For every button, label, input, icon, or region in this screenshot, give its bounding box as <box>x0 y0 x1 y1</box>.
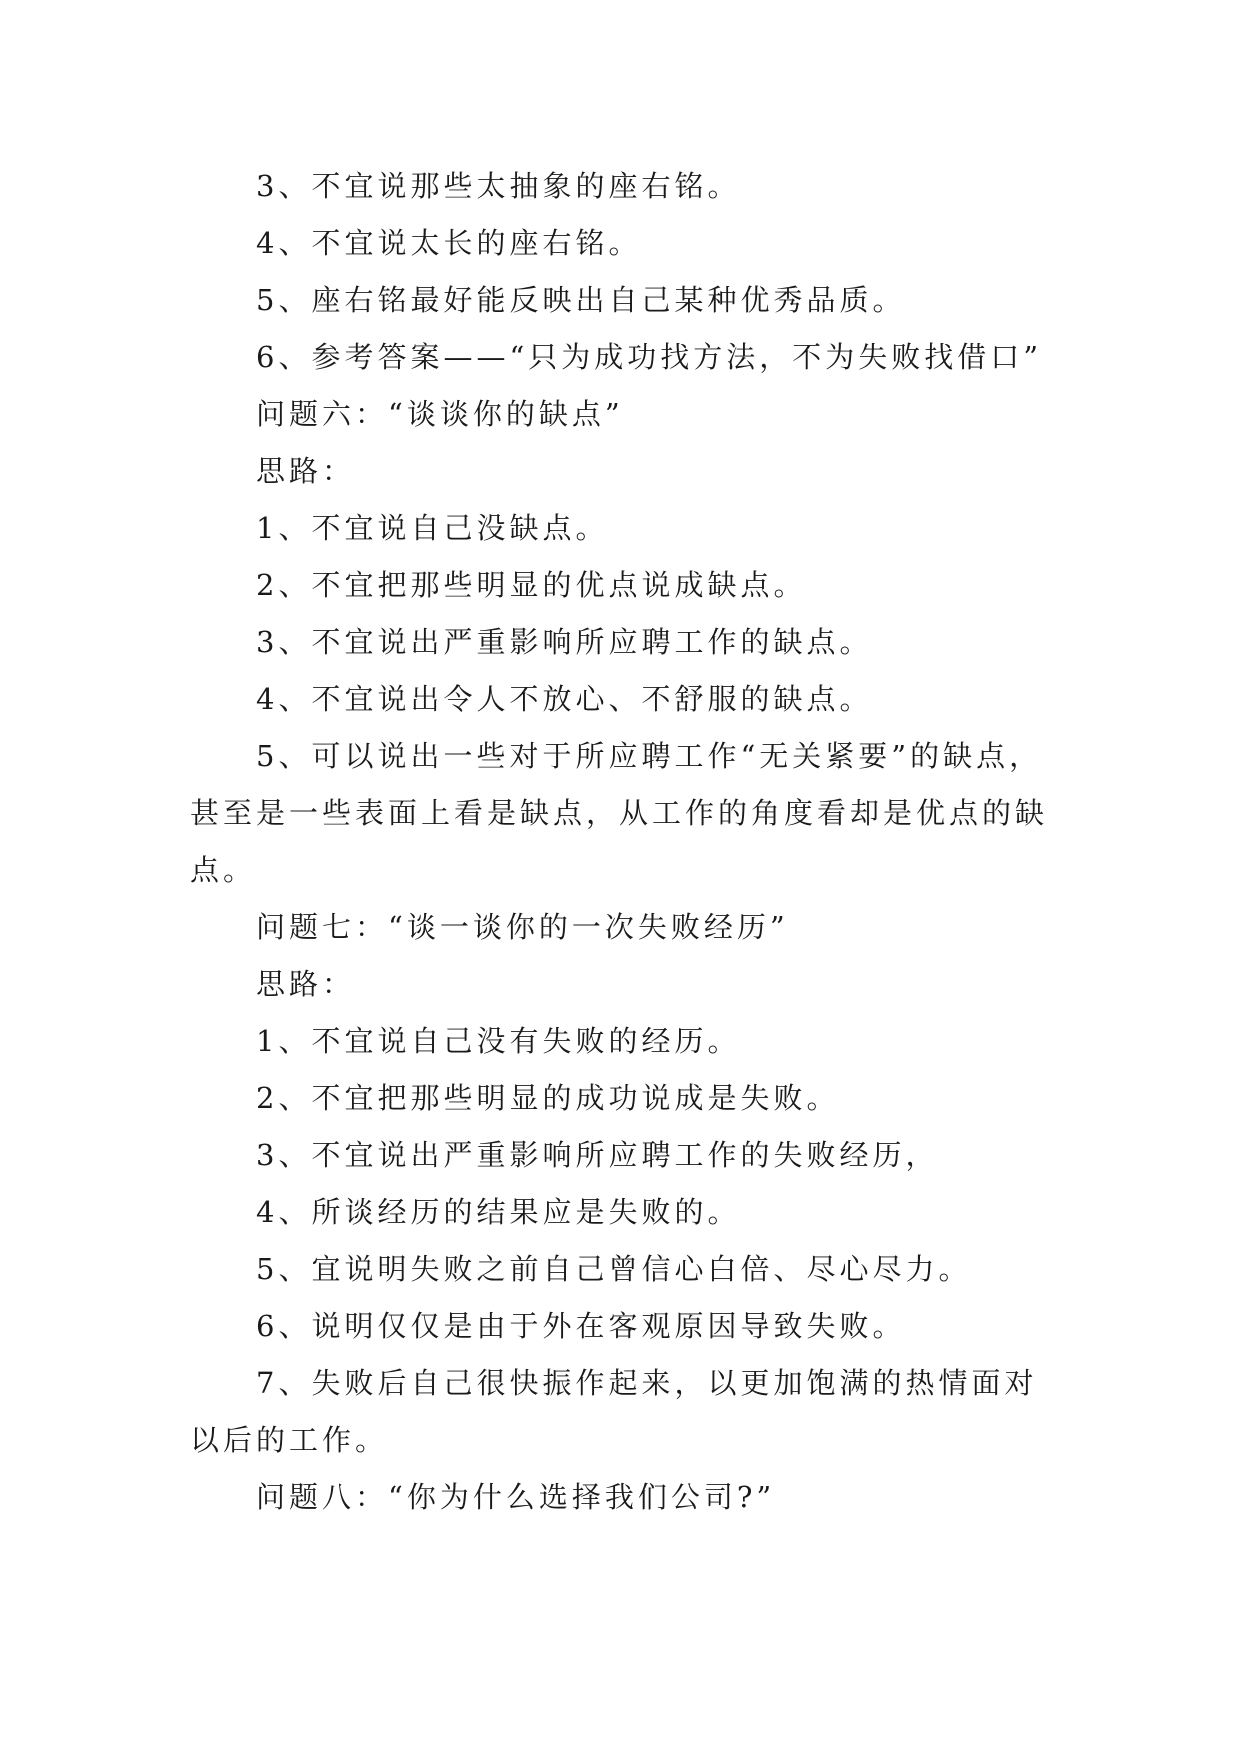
approach-label: 思路： <box>256 454 356 488</box>
paragraph-11: 5、可以说出一些对于所应聘工作“无关紧要”的缺点，甚至是一些表面上看是缺点，从工作的角度看却是优点的缺点。 <box>190 739 1049 887</box>
paragraph-9: 3、不宜说出严重影响所应聘工作的缺点。 <box>256 625 873 659</box>
paragraph-14: 1、不宜说自己没有失败的经历。 <box>256 1024 741 1058</box>
paragraph-15: 2、不宜把那些明显的成功说成是失败。 <box>256 1081 840 1115</box>
paragraph-1: 3、不宜说那些太抽象的座右铭。 <box>256 169 741 203</box>
paragraph-7: 1、不宜说自己没缺点。 <box>256 511 609 545</box>
paragraph-18: 5、宜说明失败之前自己曾信心白倍、尽心尽力。 <box>256 1252 972 1286</box>
paragraph-10: 4、不宜说出令人不放心、不舒服的缺点。 <box>256 682 873 716</box>
paragraph-19: 6、说明仅仅是由于外在客观原因导致失败。 <box>256 1309 906 1343</box>
paragraph-16: 3、不宜说出严重影响所应聘工作的失败经历， <box>256 1138 939 1172</box>
question-six-heading: 问题六：“谈谈你的缺点” <box>256 397 624 431</box>
question-eight-heading: 问题八：“你为什么选择我们公司?” <box>256 1480 776 1514</box>
paragraph-20: 7、失败后自己很快振作起来，以更加饱满的热情面对以后的工作。 <box>190 1366 1038 1457</box>
question-seven-heading: 问题七：“谈一谈你的一次失败经历” <box>256 910 789 944</box>
paragraph-17: 4、所谈经历的结果应是失败的。 <box>256 1195 741 1229</box>
paragraph-4: 6、参考答案——“只为成功找方法，不为失败找借口” <box>256 340 1043 374</box>
paragraph-2: 4、不宜说太长的座右铭。 <box>256 226 642 260</box>
approach-label: 思路： <box>256 967 356 1001</box>
paragraph-8: 2、不宜把那些明显的优点说成缺点。 <box>256 568 807 602</box>
document-body <box>190 158 1050 1526</box>
paragraph-3: 5、座右铭最好能反映出自己某种优秀品质。 <box>256 283 906 317</box>
